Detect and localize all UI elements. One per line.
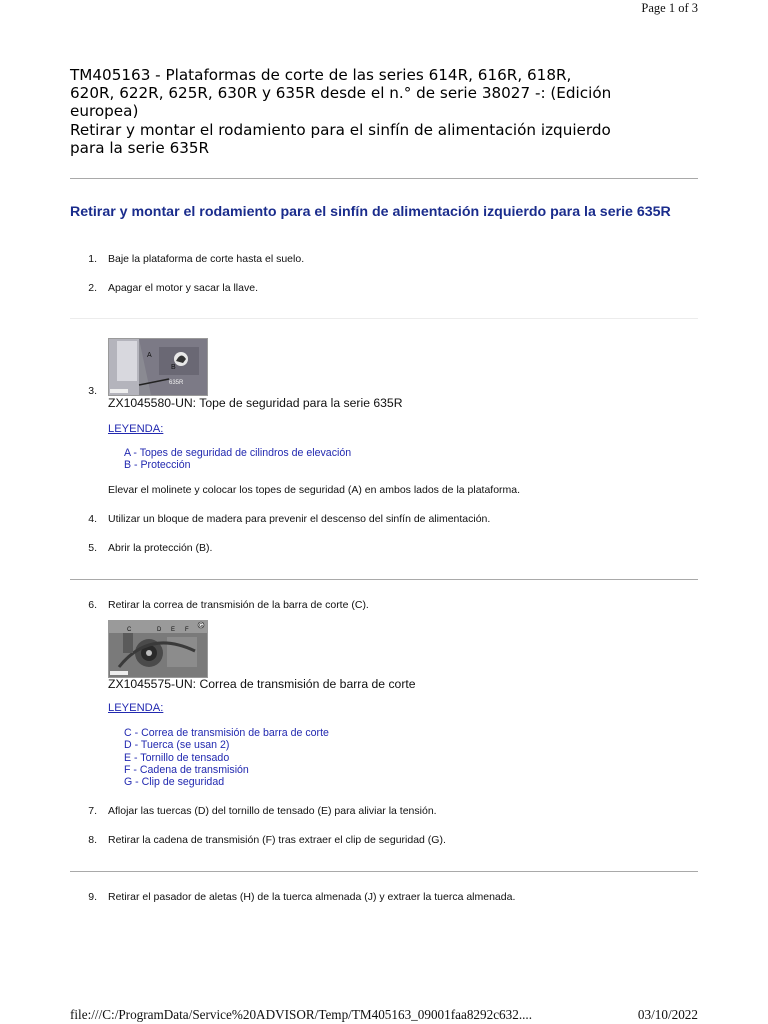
step-8 [80,834,446,846]
step-4 [80,513,491,525]
step-5 [80,542,213,554]
step-number: 1. [88,253,97,265]
footer-date: 03/10/2022 [637,1007,698,1022]
step-number: 7. [88,805,97,817]
document-title-line: TM405163 - Plataformas de corte de las series 614R, 616R, 618R, [70,66,572,84]
figure-1-photo [108,338,208,396]
step-number: 6. [88,599,97,611]
step-text: Retirar la cadena de transmisión (F) tras extraer el clip de seguridad (G). [108,834,446,846]
step-9 [80,891,516,903]
callout-a: A [147,352,152,359]
step-7 [80,805,437,817]
legend-item: B - Protección [124,459,191,472]
step-divider [70,318,698,319]
step-number: 8. [88,834,97,846]
figure-1-instruction: Elevar el molinete y colocar los topes de seguridad (A) en ambos lados de la plataforma. [108,484,521,496]
step-text: Abrir la protección (B). [108,542,213,554]
title-divider [70,178,698,179]
step-number: 4. [88,513,97,525]
step-divider [70,579,698,580]
page-number: Page 1 of 3 [641,1,698,15]
step-text: Utilizar un bloque de madera para prevenir el descenso del sinfín de alimentación. [108,513,491,525]
figure-1-legend-label: LEYENDA: [108,423,164,435]
step-number: 2. [88,282,97,294]
legend-item: F - Cadena de transmisión [124,763,249,776]
figure-1-legend [124,447,351,472]
step-number: 9. [88,891,97,903]
figure-1-caption: ZX1045580-UN: Tope de seguridad para la serie 635R [108,396,403,410]
callout-d: D [157,627,162,633]
callout-b: B [171,364,176,371]
document-subtitle-line: para la serie 635R [70,138,210,157]
step-text: Apagar el motor y sacar la llave. [108,282,258,294]
step-number: 5. [88,542,97,554]
step-text: Retirar el pasador de aletas (H) de la tuerca almenada (J) y extraer la tuerca almenada. [108,891,516,903]
step-6 [80,599,369,611]
step-text: Baje la plataforma de corte hasta el suelo. [108,253,305,265]
section-heading: Retirar y montar el rodamiento para el sinfín de alimentación izquierdo para la serie 635R [70,204,671,220]
legend-item: C - Correa de transmisión de barra de corte [124,727,329,739]
step-1 [80,253,305,265]
callout-c: C [127,627,132,633]
document-title-line: europea) [70,102,139,121]
figure-2-photo [108,620,208,678]
figure-2-legend [124,727,329,788]
document-title-line: 620R, 622R, 625R, 630R y 635R desde el n.° de serie 38027 -: (Edición [70,84,612,103]
legend-item: E - Tornillo de tensado [124,751,230,764]
safety-stop-photo [109,339,207,395]
callout-f: F [185,627,189,633]
document-subtitle-line: Retirar y montar el rodamiento para el sinfín de alimentación izquierdo [70,120,611,139]
step-number: 3. [88,385,97,397]
step-2 [80,282,258,294]
callout-e: E [171,627,176,633]
legend-item: A - Topes de seguridad de cilindros de elevación [124,447,352,459]
photo-model-label: 635R [169,380,184,386]
step-divider [70,871,698,872]
callout-g: G [199,623,203,629]
step-text: Retirar la correa de transmisión de la barra de corte (C). [108,599,369,611]
legend-item: G - Clip de seguridad [124,776,225,789]
legend-item: D - Tuerca (se usan 2) [124,739,230,752]
drive-belt-photo [109,621,207,677]
step-3 [80,385,97,397]
footer-file-path: file:///C:/ProgramData/Service%20ADVISOR/Temp/TM405163_09001faa8292c632.... [70,1007,533,1022]
document-title [70,66,710,157]
figure-2-legend-label: LEYENDA: [108,702,164,714]
figure-2-caption: ZX1045575-UN: Correa de transmisión de barra de corte [108,677,416,691]
step-text: Aflojar las tuercas (D) del tornillo de tensado (E) para aliviar la tensión. [108,805,437,817]
